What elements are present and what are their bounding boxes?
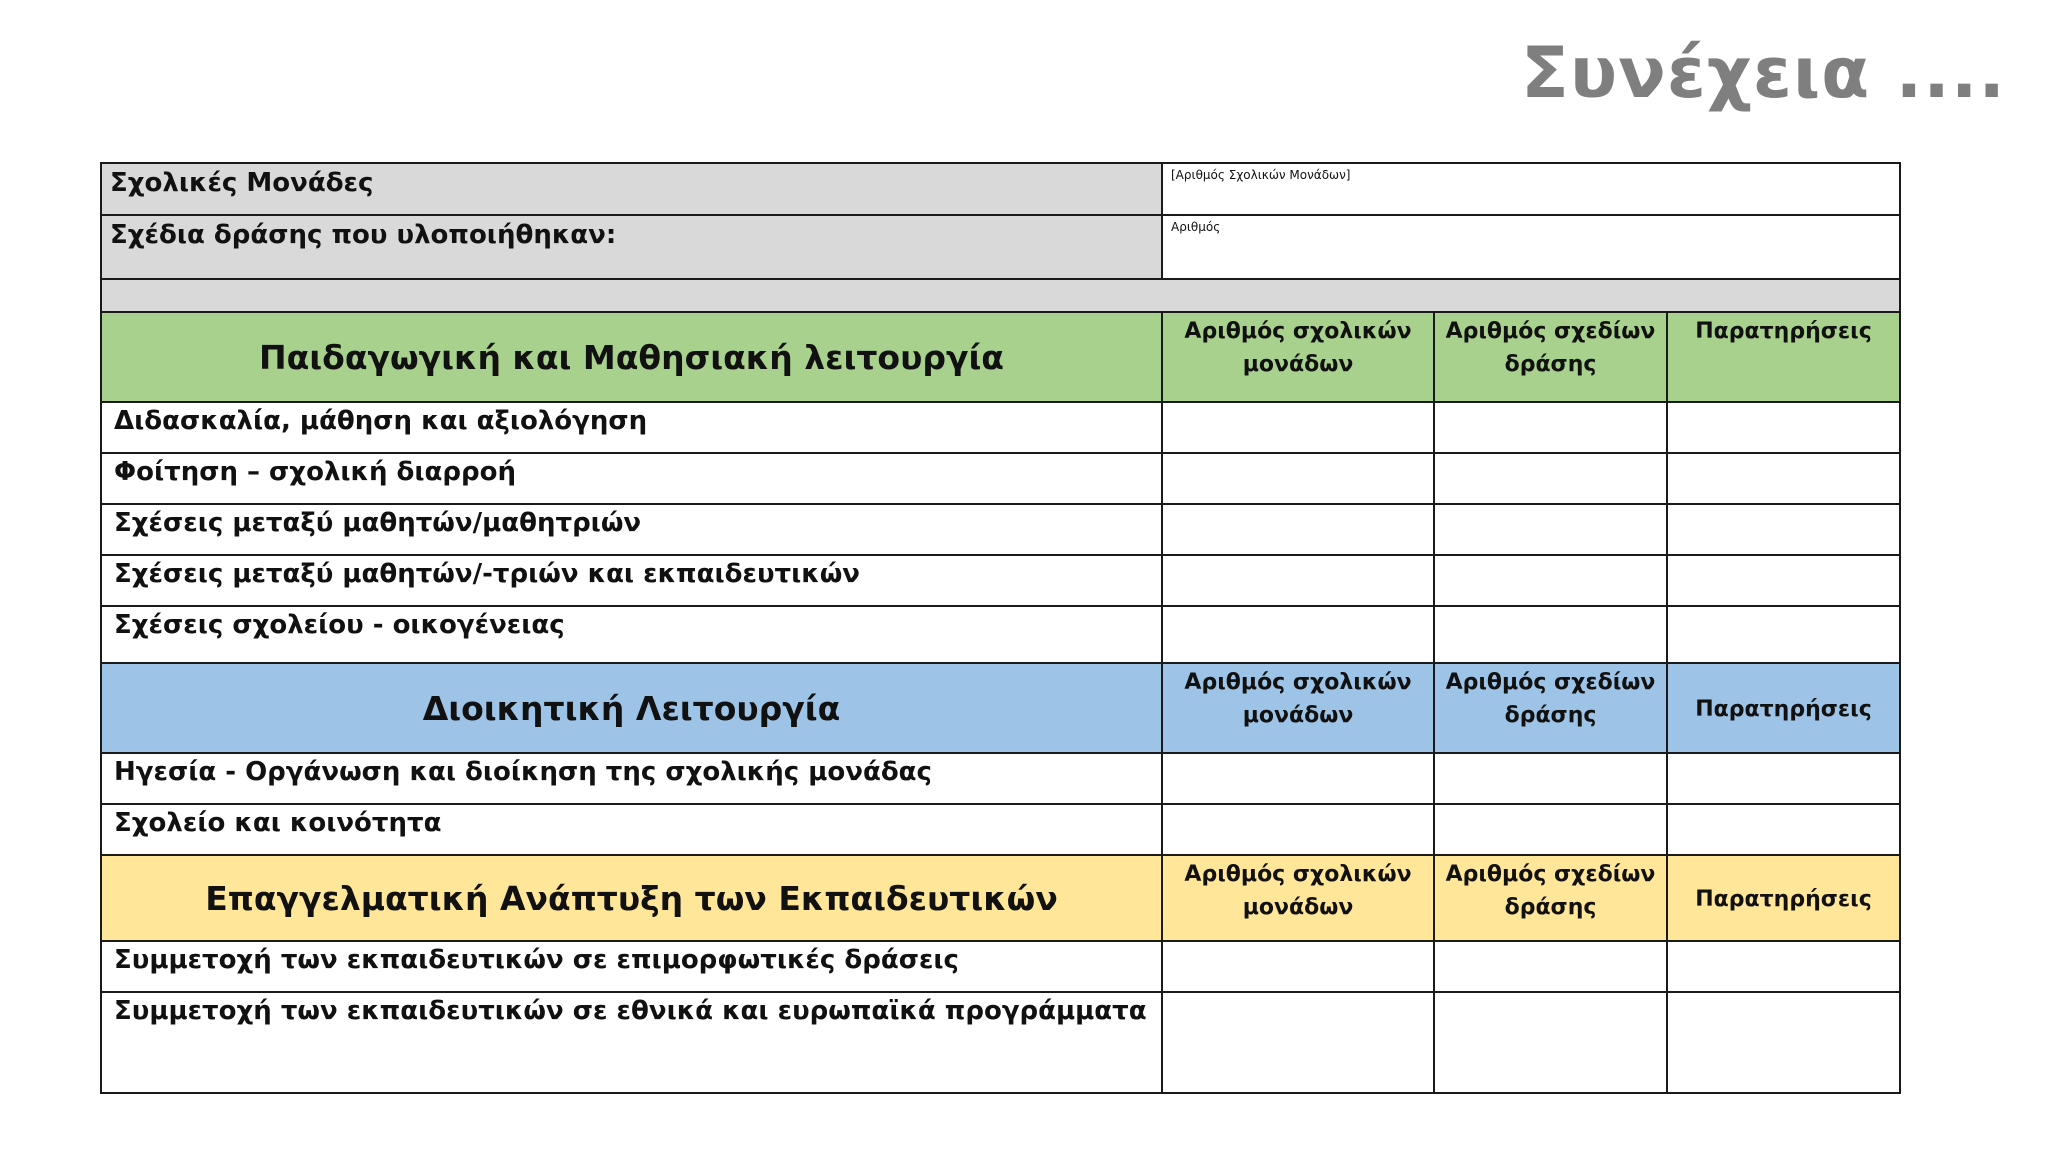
notes-cell[interactable] (1667, 753, 1900, 804)
table-row (101, 555, 1900, 606)
table-row (101, 606, 1900, 663)
table-row (101, 753, 1900, 804)
schools-label: Σχολικές Μονάδες (101, 163, 1162, 215)
section-title-pedagogical: Παιδαγωγική και Μαθησιακή λειτουργία (101, 312, 1162, 402)
section-header-professional (101, 855, 1900, 941)
row-label: Φοίτηση – σχολική διαρροή (101, 453, 1162, 504)
section-header-pedagogical (101, 312, 1900, 402)
table-row (101, 453, 1900, 504)
row-label: Συμμετοχή των εκπαιδευτικών σε επιμορφωτικές δράσεις (101, 941, 1162, 992)
notes-cell[interactable] (1667, 606, 1900, 663)
col-head-schools: Αριθμός σχολικών μονάδων (1162, 312, 1434, 402)
table-row (101, 504, 1900, 555)
col-head-notes: Παρατηρήσεις (1667, 312, 1900, 402)
schools-cell[interactable] (1162, 402, 1434, 453)
spacer-row (101, 279, 1900, 312)
schools-cell[interactable] (1162, 453, 1434, 504)
plans-row (101, 215, 1900, 279)
table-row (101, 402, 1900, 453)
plans-cell[interactable] (1434, 992, 1667, 1093)
col-head-plans: Αριθμός σχεδίων δράσης (1434, 312, 1667, 402)
notes-cell[interactable] (1667, 402, 1900, 453)
col-head-plans: Αριθμός σχεδίων δράσης (1434, 855, 1667, 941)
schools-cell[interactable] (1162, 753, 1434, 804)
notes-cell[interactable] (1667, 992, 1900, 1093)
notes-cell[interactable] (1667, 941, 1900, 992)
plans-cell[interactable] (1434, 504, 1667, 555)
row-label: Συμμετοχή των εκπαιδευτικών σε εθνικά και ευρωπαϊκά προγράμματα (101, 992, 1162, 1093)
plans-label: Σχέδια δράσης που υλοποιήθηκαν: (101, 215, 1162, 279)
plans-count-field[interactable]: Αριθμός (1162, 215, 1900, 279)
notes-cell[interactable] (1667, 555, 1900, 606)
schools-row (101, 163, 1900, 215)
table-row (101, 941, 1900, 992)
table-row (101, 992, 1900, 1093)
divider (101, 279, 1900, 312)
plans-cell[interactable] (1434, 753, 1667, 804)
schools-cell[interactable] (1162, 804, 1434, 855)
col-head-notes: Παρατηρήσεις (1667, 855, 1900, 941)
schools-count-field[interactable]: [Αριθμός Σχολικών Μονάδων] (1162, 163, 1900, 215)
notes-cell[interactable] (1667, 453, 1900, 504)
row-label: Σχέσεις μεταξύ μαθητών/μαθητριών (101, 504, 1162, 555)
row-label: Σχέσεις σχολείου - οικογένειας (101, 606, 1162, 663)
row-label: Ηγεσία - Οργάνωση και διοίκηση της σχολικής μονάδας (101, 753, 1162, 804)
plans-cell[interactable] (1434, 555, 1667, 606)
row-label: Σχολείο και κοινότητα (101, 804, 1162, 855)
notes-cell[interactable] (1667, 504, 1900, 555)
section-header-administrative (101, 663, 1900, 753)
section-title-professional: Επαγγελματική Ανάπτυξη των Εκπαιδευτικών (101, 855, 1162, 941)
schools-cell[interactable] (1162, 555, 1434, 606)
col-head-notes: Παρατηρήσεις (1667, 663, 1900, 753)
slide-title: Συνέχεια .... (1521, 32, 2006, 114)
plans-cell[interactable] (1434, 453, 1667, 504)
schools-cell[interactable] (1162, 606, 1434, 663)
col-head-schools: Αριθμός σχολικών μονάδων (1162, 855, 1434, 941)
schools-cell[interactable] (1162, 941, 1434, 992)
schools-cell[interactable] (1162, 992, 1434, 1093)
report-table (100, 162, 1901, 1094)
table-row (101, 804, 1900, 855)
col-head-schools: Αριθμός σχολικών μονάδων (1162, 663, 1434, 753)
schools-cell[interactable] (1162, 504, 1434, 555)
row-label: Σχέσεις μεταξύ μαθητών/-τριών και εκπαιδευτικών (101, 555, 1162, 606)
plans-cell[interactable] (1434, 941, 1667, 992)
plans-cell[interactable] (1434, 606, 1667, 663)
notes-cell[interactable] (1667, 804, 1900, 855)
section-title-administrative: Διοικητική Λειτουργία (101, 663, 1162, 753)
plans-cell[interactable] (1434, 402, 1667, 453)
row-label: Διδασκαλία, μάθηση και αξιολόγηση (101, 402, 1162, 453)
col-head-plans: Αριθμός σχεδίων δράσης (1434, 663, 1667, 753)
plans-cell[interactable] (1434, 804, 1667, 855)
